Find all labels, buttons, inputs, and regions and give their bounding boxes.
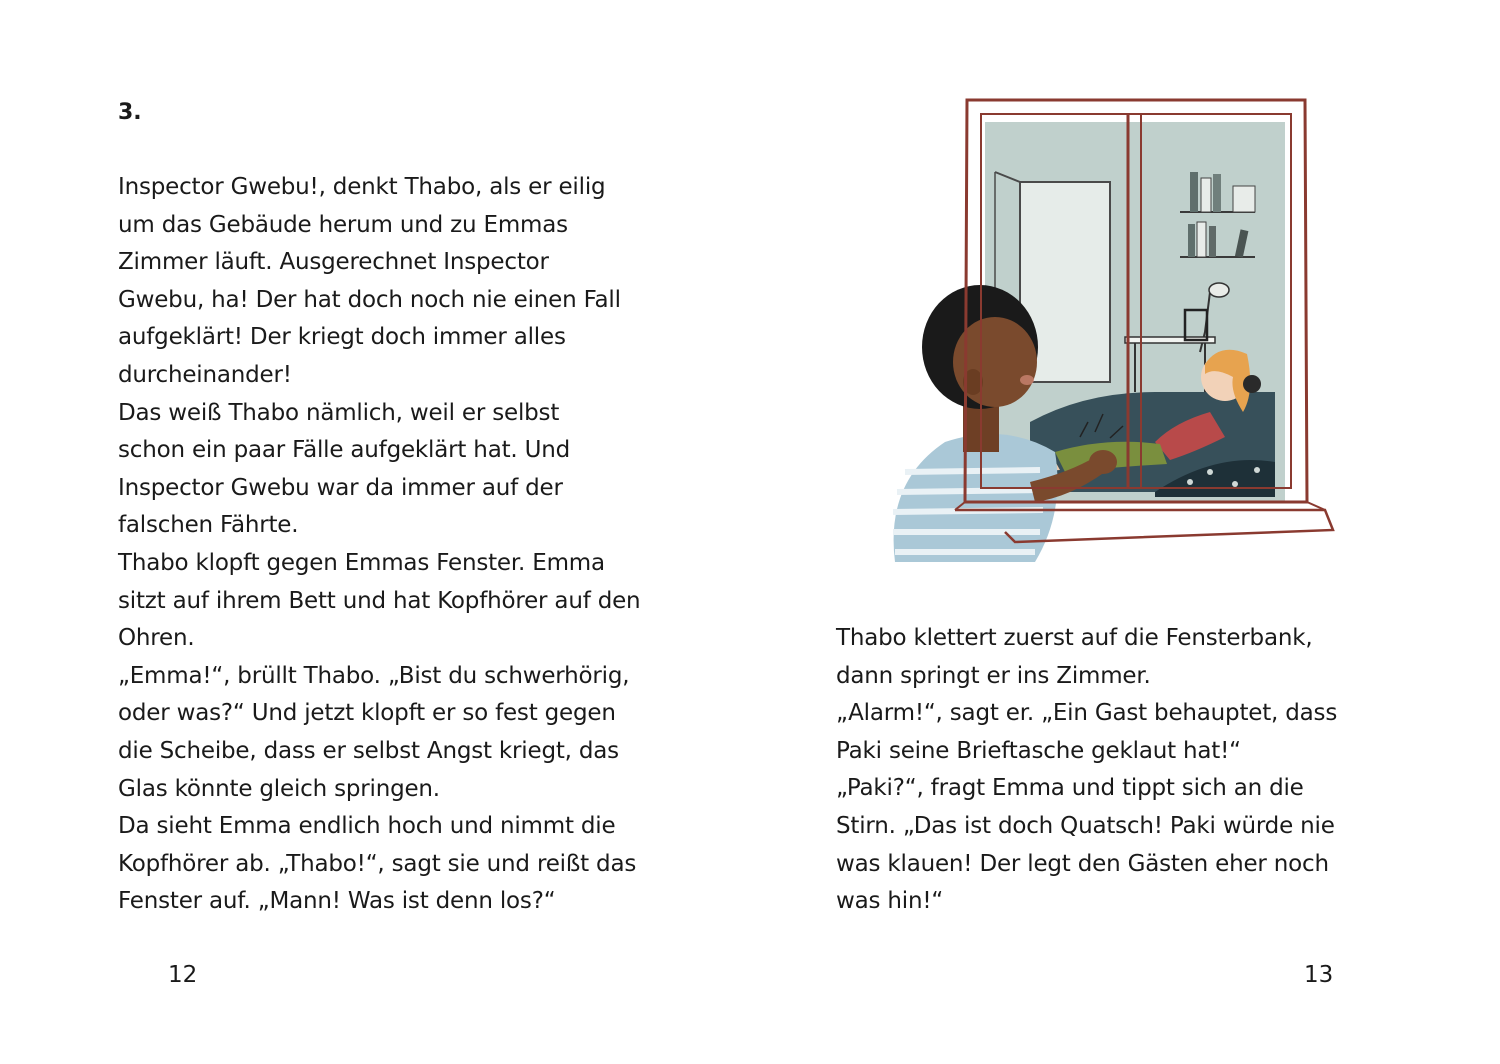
page-number-right: 13 — [1304, 962, 1334, 988]
text-line: Inspector Gwebu war da immer auf der — [118, 474, 563, 501]
text-line: Paki seine Brieftasche geklaut hat!“ — [836, 737, 1241, 764]
text-line: „Emma!“, brüllt Thabo. „Bist du schwerhörig, — [118, 662, 630, 689]
text-line: Thabo klopft gegen Emmas Fenster. Emma — [118, 549, 605, 576]
text-line: „Alarm!“, sagt er. „Ein Gast behauptet, dass — [836, 700, 1338, 727]
right-page — [750, 0, 1500, 1064]
text-line: Kopfhörer ab. „Thabo!“, sagt sie und reißt das — [118, 850, 637, 877]
text-line: falschen Fährte. — [118, 512, 299, 539]
text-line: Stirn. „Das ist doch Quatsch! Paki würde nie — [836, 812, 1335, 839]
text-line: die Scheibe, dass er selbst Angst kriegt, das — [118, 737, 619, 764]
text-line: sitzt auf ihrem Bett und hat Kopfhörer auf den — [118, 587, 641, 614]
boy-knocking-on-window-illustration — [855, 92, 1335, 582]
text-line: Glas könnte gleich springen. — [118, 775, 440, 802]
text-line: Inspector Gwebu!, denkt Thabo, als er eilig — [118, 174, 606, 200]
text-line: „Paki?“, fragt Emma und tippt sich an die — [836, 775, 1304, 802]
text-line: was hin!“ — [836, 888, 944, 915]
text-line: Da sieht Emma endlich hoch und nimmt die — [118, 813, 616, 840]
text-line: dann springt er ins Zimmer. — [836, 662, 1151, 689]
text-line: schon ein paar Fälle aufgeklärt hat. Und — [118, 437, 571, 464]
text-line: Fenster auf. „Mann! Was ist denn los?“ — [118, 888, 556, 915]
text-line: Ohren. — [118, 625, 195, 652]
left-body-text — [118, 169, 698, 921]
text-line: Zimmer läuft. Ausgerechnet Inspector — [118, 249, 549, 276]
text-line: Gwebu, ha! Der hat doch noch nie einen Fall — [118, 286, 621, 313]
text-line: um das Gebäude herum und zu Emmas — [118, 211, 568, 238]
text-line: aufgeklärt! Der kriegt doch immer alles — [118, 324, 566, 351]
text-line: oder was?“ Und jetzt klopft er so fest gegen — [118, 700, 616, 727]
text-line: durcheinander! — [118, 361, 292, 388]
text-line: Thabo klettert zuerst auf die Fensterbank, — [836, 625, 1313, 651]
chapter-number: 3. — [118, 100, 142, 125]
text-line: was klauen! Der legt den Gästen eher noch — [836, 850, 1329, 877]
right-body-text — [836, 620, 1416, 921]
page-number-left: 12 — [168, 962, 198, 988]
text-line: Das weiß Thabo nämlich, weil er selbst — [118, 399, 560, 426]
